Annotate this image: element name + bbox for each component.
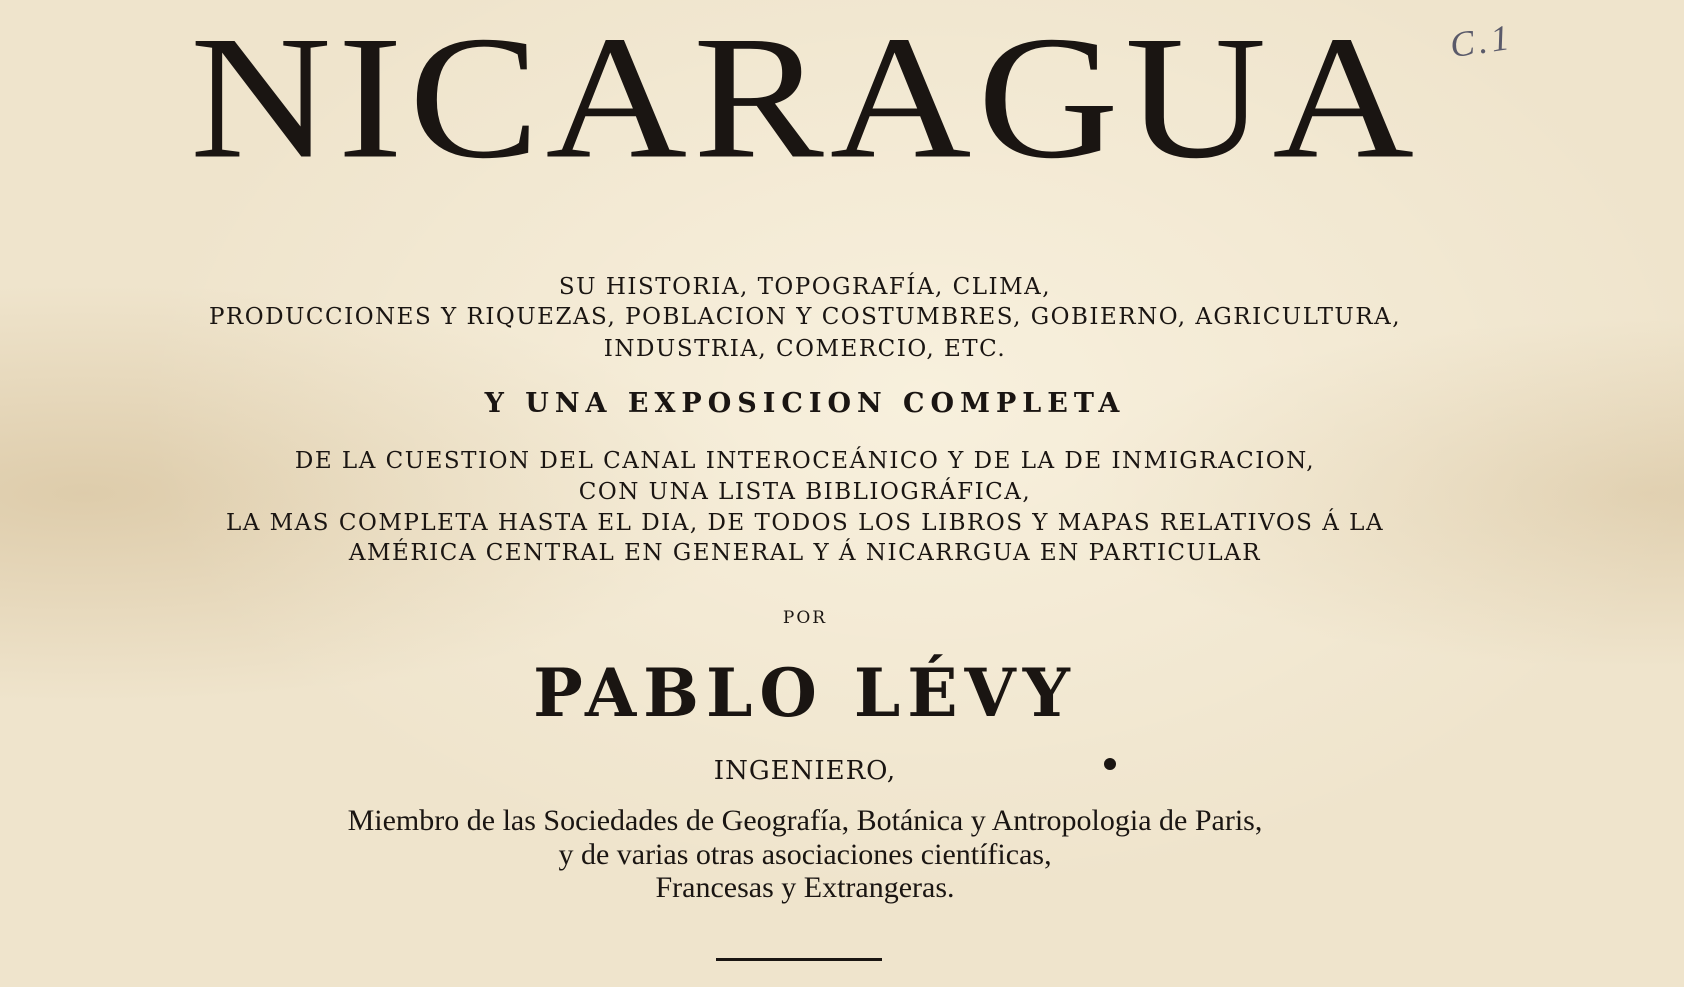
description-line-3: LA MAS COMPLETA HASTA EL DIA, DE TODOS LOS LIBROS Y MAPAS RELATIVOS Á LA: [225, 510, 1385, 536]
description-line-1: DE LA CUESTION DEL CANAL INTEROCEÁNICO Y DE LA DE INMIGRACION,: [294, 448, 1316, 474]
subtitle-line-3: INDUSTRIA, COMERCIO, ETC.: [603, 336, 1007, 362]
membership-line-1: Miembro de las Sociedades de Geografía, Botánica y Antropologia de Paris,: [347, 804, 1263, 837]
exposition-heading: Y UNA EXPOSICION COMPLETA: [484, 388, 1126, 419]
by-label: POR: [782, 608, 828, 628]
handwritten-annotation: C.1: [1447, 16, 1516, 66]
subtitle-line-1: SU HISTORIA, TOPOGRAFÍA, CLIMA,: [558, 274, 1052, 300]
description-line-4: AMÉRICA CENTRAL EN GENERAL Y Á NICARRGUA EN PARTICULAR: [348, 540, 1262, 566]
membership-line-3: Francesas y Extrangeras.: [655, 871, 955, 904]
decorative-rule: [716, 958, 882, 961]
membership-line-2: y de varias otras asociaciones científicas,: [558, 838, 1052, 871]
book-title: NICARAGUA: [190, 0, 1420, 196]
author-role: INGENIERO,: [713, 756, 897, 786]
ink-spot: [1104, 758, 1116, 770]
description-line-2: CON UNA LISTA BIBLIOGRÁFICA,: [578, 479, 1032, 505]
author-name: PABLO LÉVY: [533, 654, 1077, 732]
subtitle-line-2: PRODUCCIONES Y RIQUEZAS, POBLACION Y COSTUMBRES, GOBIERNO, AGRICULTURA,: [208, 304, 1402, 330]
